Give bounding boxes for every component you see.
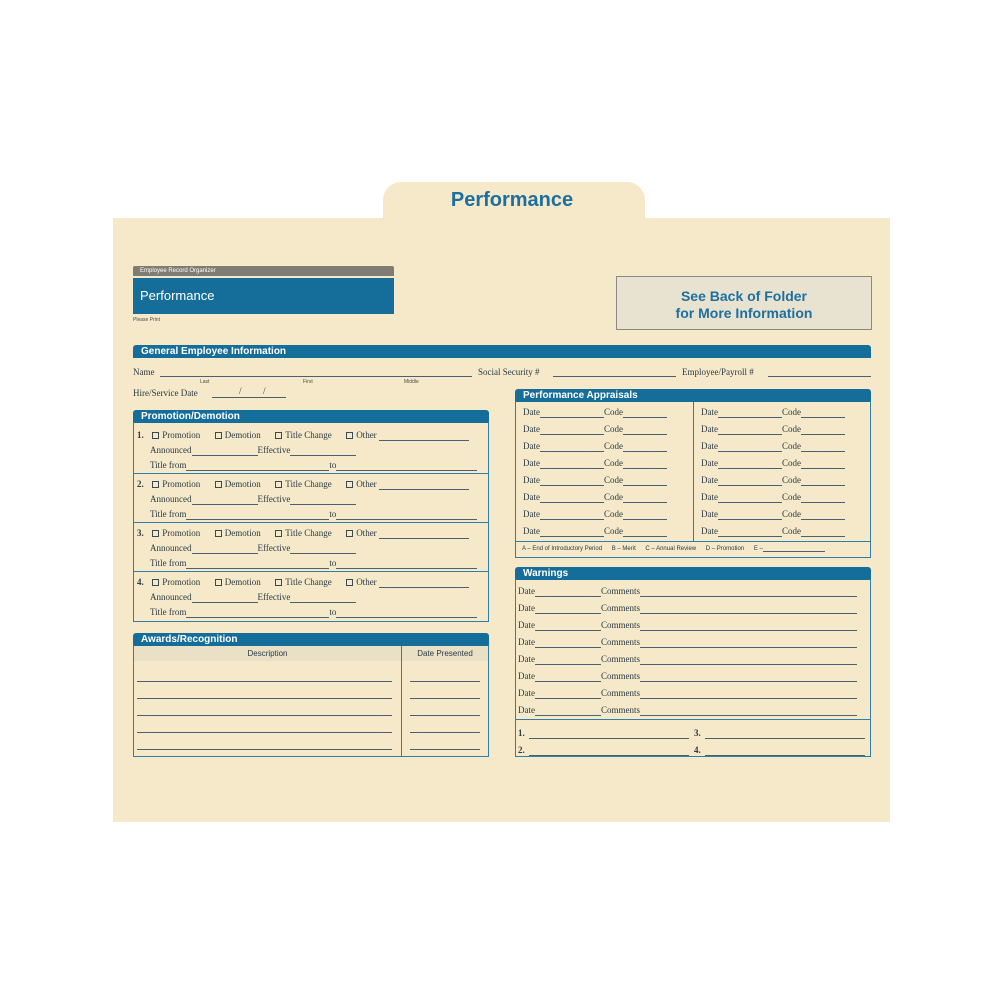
promotion-checkbox[interactable]: Promotion bbox=[152, 430, 200, 440]
appraisal-legend bbox=[522, 546, 825, 552]
effective-date-field[interactable] bbox=[290, 594, 356, 603]
appraisal-date-field[interactable] bbox=[540, 443, 604, 452]
appraisal-date-field[interactable] bbox=[540, 528, 604, 537]
appraisal-code-field[interactable] bbox=[801, 443, 845, 452]
employee-payroll-field[interactable] bbox=[768, 376, 871, 377]
appraisal-row-right bbox=[701, 509, 845, 520]
appraisal-date-field[interactable] bbox=[540, 460, 604, 469]
announced-row bbox=[150, 592, 356, 603]
warning-date-field[interactable] bbox=[535, 690, 601, 699]
effective-date-field[interactable] bbox=[290, 496, 356, 505]
appraisal-code-field[interactable] bbox=[801, 528, 845, 537]
appraisal-date-label: Date bbox=[523, 407, 540, 417]
award-description-line[interactable] bbox=[137, 698, 392, 699]
title-to-label: to bbox=[329, 607, 337, 617]
other-field[interactable] bbox=[379, 432, 469, 441]
appraisals-legend-divider bbox=[516, 541, 870, 542]
demotion-checkbox[interactable]: Demotion bbox=[215, 430, 261, 440]
appraisal-code-field[interactable] bbox=[801, 494, 845, 503]
general-info-header: General Employee Information bbox=[133, 345, 871, 358]
appraisal-row-right bbox=[701, 424, 845, 435]
award-date-line[interactable] bbox=[410, 715, 480, 716]
legend-e-field[interactable] bbox=[763, 546, 825, 552]
title-change-checkbox[interactable]: Title Change bbox=[275, 430, 331, 440]
demotion-checkbox[interactable]: Demotion bbox=[215, 528, 261, 538]
promotion-row-number: 3. bbox=[137, 528, 144, 538]
appraisal-code-field[interactable] bbox=[623, 409, 667, 418]
warning-comments-label: Comments bbox=[601, 654, 641, 664]
warning-comments-field[interactable] bbox=[640, 707, 857, 716]
appraisal-date-field[interactable] bbox=[718, 409, 782, 418]
warning-comments-label: Comments bbox=[601, 637, 641, 647]
warning-date-field[interactable] bbox=[535, 656, 601, 665]
appraisal-code-field[interactable] bbox=[623, 443, 667, 452]
warning-row bbox=[518, 705, 857, 716]
appraisal-code-label: Code bbox=[782, 475, 801, 485]
warning-date-field[interactable] bbox=[535, 707, 601, 716]
award-date-line[interactable] bbox=[410, 749, 480, 750]
title-from-row bbox=[150, 607, 477, 618]
hire-date-slash-2: / bbox=[263, 386, 266, 396]
appraisal-date-label: Date bbox=[523, 526, 540, 536]
announced-row bbox=[150, 445, 356, 456]
appraisal-row-right bbox=[701, 526, 845, 537]
award-description-line[interactable] bbox=[137, 681, 392, 682]
appraisal-row-left bbox=[523, 509, 667, 520]
appraisal-row-right bbox=[701, 475, 845, 486]
appraisal-code-label: Code bbox=[604, 441, 623, 451]
name-sub-middle: Middle bbox=[404, 379, 419, 385]
announced-row bbox=[150, 543, 356, 554]
promotion-checkbox[interactable]: Promotion bbox=[152, 577, 200, 587]
award-description-line[interactable] bbox=[137, 715, 392, 716]
title-from-row bbox=[150, 509, 477, 520]
appraisal-row-right bbox=[701, 492, 845, 503]
hire-date-label: Hire/Service Date bbox=[133, 388, 198, 398]
warning-note-field[interactable] bbox=[705, 747, 865, 756]
warning-note-field[interactable] bbox=[529, 730, 689, 739]
appraisal-date-field[interactable] bbox=[540, 511, 604, 520]
warning-row bbox=[518, 671, 857, 682]
warning-row bbox=[518, 620, 857, 631]
warning-date-field[interactable] bbox=[535, 622, 601, 631]
warning-comments-field[interactable] bbox=[640, 673, 857, 682]
appraisal-date-label: Date bbox=[701, 526, 718, 536]
appraisal-code-field[interactable] bbox=[623, 511, 667, 520]
announced-date-field[interactable] bbox=[192, 447, 258, 456]
title-from-row bbox=[150, 460, 477, 471]
appraisal-date-field[interactable] bbox=[718, 443, 782, 452]
effective-label: Effective bbox=[257, 445, 291, 455]
appraisal-row-right bbox=[701, 441, 845, 452]
announced-label: Announced bbox=[150, 543, 192, 553]
warning-note-row bbox=[694, 745, 865, 756]
title-to-field[interactable] bbox=[336, 462, 477, 471]
announced-label: Announced bbox=[150, 592, 192, 602]
title-to-field[interactable] bbox=[336, 609, 477, 618]
awards-header: Awards/Recognition bbox=[133, 633, 489, 646]
warning-date-label: Date bbox=[518, 705, 535, 715]
appraisal-row-right bbox=[701, 458, 845, 469]
warning-date-field[interactable] bbox=[535, 605, 601, 614]
title-to-label: to bbox=[329, 460, 337, 470]
promotion-row-number: 2. bbox=[137, 479, 144, 489]
warning-note-row bbox=[518, 728, 689, 739]
other-field[interactable] bbox=[379, 530, 469, 539]
appraisal-code-field[interactable] bbox=[623, 477, 667, 486]
appraisal-code-field[interactable] bbox=[801, 460, 845, 469]
effective-date-field[interactable] bbox=[290, 447, 356, 456]
award-date-line[interactable] bbox=[410, 681, 480, 682]
title-to-field[interactable] bbox=[336, 511, 477, 520]
award-description-line[interactable] bbox=[137, 732, 392, 733]
appraisal-code-field[interactable] bbox=[623, 494, 667, 503]
warning-comments-field[interactable] bbox=[640, 622, 857, 631]
warnings-divider bbox=[516, 719, 870, 720]
appraisal-row-left bbox=[523, 475, 667, 486]
effective-label: Effective bbox=[257, 543, 291, 553]
name-sub-last: Last bbox=[200, 379, 210, 385]
appraisal-code-field[interactable] bbox=[801, 511, 845, 520]
warning-date-label: Date bbox=[518, 586, 535, 596]
warning-row bbox=[518, 586, 857, 597]
warning-row bbox=[518, 637, 857, 648]
title-change-checkbox[interactable]: Title Change bbox=[275, 528, 331, 538]
appraisal-code-label: Code bbox=[604, 458, 623, 468]
appraisal-date-label: Date bbox=[701, 458, 718, 468]
announced-date-field[interactable] bbox=[192, 496, 258, 505]
appraisal-date-field[interactable] bbox=[718, 494, 782, 503]
appraisal-code-label: Code bbox=[782, 407, 801, 417]
warning-note-field[interactable] bbox=[529, 747, 689, 756]
appraisal-date-label: Date bbox=[701, 424, 718, 434]
announced-date-field[interactable] bbox=[192, 545, 258, 554]
note-line-1: See Back of Folder bbox=[680, 288, 808, 304]
name-field[interactable] bbox=[160, 376, 472, 377]
appraisal-date-label: Date bbox=[701, 509, 718, 519]
note-line-2: for More Information bbox=[675, 305, 813, 321]
warning-note-row bbox=[518, 745, 689, 756]
appraisal-code-label: Code bbox=[782, 441, 801, 451]
name-label: Name bbox=[133, 367, 155, 377]
appraisals-divider bbox=[693, 402, 694, 542]
title-from-field[interactable] bbox=[186, 511, 329, 520]
title-from-field[interactable] bbox=[186, 462, 329, 471]
name-sub-first: First bbox=[303, 379, 313, 385]
announced-label: Announced bbox=[150, 494, 192, 504]
appraisal-date-label: Date bbox=[523, 509, 540, 519]
legend-c: C – Annual Review bbox=[645, 546, 697, 552]
hire-date-slash-1: / bbox=[239, 386, 242, 396]
ssn-field[interactable] bbox=[553, 376, 676, 377]
warning-comments-field[interactable] bbox=[640, 605, 857, 614]
appraisal-code-label: Code bbox=[604, 424, 623, 434]
title-to-label: to bbox=[329, 509, 337, 519]
please-print: Please Print bbox=[133, 317, 160, 323]
appraisal-code-field[interactable] bbox=[801, 477, 845, 486]
warning-date-field[interactable] bbox=[535, 588, 601, 597]
announced-label: Announced bbox=[150, 445, 192, 455]
legend-b: B – Merit bbox=[611, 546, 636, 552]
title-from-label: Title from bbox=[150, 558, 187, 568]
title-from-label: Title from bbox=[150, 607, 187, 617]
warning-date-label: Date bbox=[518, 671, 535, 681]
appraisal-row-left bbox=[523, 526, 667, 537]
effective-label: Effective bbox=[257, 494, 291, 504]
promotion-checkbox[interactable]: Promotion bbox=[152, 479, 200, 489]
title-from-label: Title from bbox=[150, 509, 187, 519]
appraisal-row-left bbox=[523, 492, 667, 503]
appraisal-code-label: Code bbox=[782, 458, 801, 468]
appraisal-date-label: Date bbox=[523, 458, 540, 468]
warning-comments-field[interactable] bbox=[640, 639, 857, 648]
demotion-checkbox[interactable]: Demotion bbox=[215, 577, 261, 587]
appraisal-code-label: Code bbox=[604, 407, 623, 417]
appraisal-date-label: Date bbox=[701, 492, 718, 502]
promotion-row-divider bbox=[134, 571, 488, 572]
other-field[interactable] bbox=[379, 481, 469, 490]
other-checkbox[interactable]: Other bbox=[346, 479, 377, 489]
effective-label: Effective bbox=[257, 592, 291, 602]
appraisal-code-label: Code bbox=[782, 424, 801, 434]
other-field[interactable] bbox=[379, 579, 469, 588]
appraisal-date-label: Date bbox=[523, 441, 540, 451]
title-to-label: to bbox=[329, 558, 337, 568]
appraisal-date-label: Date bbox=[701, 475, 718, 485]
warning-date-label: Date bbox=[518, 637, 535, 647]
awards-box bbox=[133, 645, 489, 757]
appraisal-date-field[interactable] bbox=[718, 511, 782, 520]
appraisal-code-label: Code bbox=[782, 509, 801, 519]
warning-comments-field[interactable] bbox=[640, 690, 857, 699]
awards-date-header: Date Presented bbox=[417, 649, 473, 658]
appraisal-date-field[interactable] bbox=[718, 460, 782, 469]
warning-date-label: Date bbox=[518, 603, 535, 613]
title-change-checkbox[interactable]: Title Change bbox=[275, 577, 331, 587]
warning-row bbox=[518, 688, 857, 699]
promotion-row bbox=[137, 479, 469, 490]
tab-title: Performance bbox=[450, 189, 574, 211]
promotion-row-divider bbox=[134, 522, 488, 523]
title-from-field[interactable] bbox=[186, 560, 329, 569]
appraisal-row-left bbox=[523, 407, 667, 418]
title-from-field[interactable] bbox=[186, 609, 329, 618]
title-from-label: Title from bbox=[150, 460, 187, 470]
promotion-row bbox=[137, 577, 469, 588]
hire-date-field[interactable] bbox=[212, 397, 286, 398]
announced-date-field[interactable] bbox=[192, 594, 258, 603]
promotion-row bbox=[137, 430, 469, 441]
warning-note-number: 4. bbox=[694, 745, 701, 755]
legend-e: E – bbox=[753, 546, 763, 552]
warning-date-field[interactable] bbox=[535, 639, 601, 648]
warning-note-number: 2. bbox=[518, 745, 525, 755]
warning-row bbox=[518, 654, 857, 665]
appraisal-code-field[interactable] bbox=[623, 426, 667, 435]
title-to-field[interactable] bbox=[336, 560, 477, 569]
warning-date-label: Date bbox=[518, 620, 535, 630]
promotion-row-number: 4. bbox=[137, 577, 144, 587]
appraisal-date-label: Date bbox=[523, 424, 540, 434]
warning-note-field[interactable] bbox=[705, 730, 865, 739]
appraisal-date-field[interactable] bbox=[540, 409, 604, 418]
warning-comments-field[interactable] bbox=[640, 656, 857, 665]
appraisals-header: Performance Appraisals bbox=[515, 389, 871, 402]
other-checkbox[interactable]: Other bbox=[346, 430, 377, 440]
promotion-header: Promotion/Demotion bbox=[133, 410, 489, 423]
warning-comments-label: Comments bbox=[601, 586, 641, 596]
appraisal-code-label: Code bbox=[782, 526, 801, 536]
warning-date-field[interactable] bbox=[535, 673, 601, 682]
warning-comments-label: Comments bbox=[601, 603, 641, 613]
appraisal-date-label: Date bbox=[701, 407, 718, 417]
warning-comments-label: Comments bbox=[601, 688, 641, 698]
organizer-label: Employee Record Organizer bbox=[133, 266, 394, 276]
legend-a: A – End of Introductory Period bbox=[522, 546, 603, 552]
appraisal-code-label: Code bbox=[604, 475, 623, 485]
appraisal-date-label: Date bbox=[701, 441, 718, 451]
legend-d: D – Promotion bbox=[705, 546, 745, 552]
award-description-line[interactable] bbox=[137, 749, 392, 750]
appraisal-code-label: Code bbox=[782, 492, 801, 502]
warning-comments-label: Comments bbox=[601, 705, 641, 715]
warning-comments-field[interactable] bbox=[640, 588, 857, 597]
warnings-header: Warnings bbox=[515, 567, 871, 580]
award-date-line[interactable] bbox=[410, 698, 480, 699]
demotion-checkbox[interactable]: Demotion bbox=[215, 479, 261, 489]
warning-note-number: 1. bbox=[518, 728, 525, 738]
warning-date-label: Date bbox=[518, 654, 535, 664]
appraisal-row-left bbox=[523, 441, 667, 452]
appraisal-code-label: Code bbox=[604, 509, 623, 519]
appraisal-code-label: Code bbox=[604, 526, 623, 536]
appraisal-date-field[interactable] bbox=[718, 477, 782, 486]
warning-note-number: 3. bbox=[694, 728, 701, 738]
appraisal-code-field[interactable] bbox=[801, 409, 845, 418]
appraisal-row-left bbox=[523, 424, 667, 435]
appraisal-date-label: Date bbox=[523, 475, 540, 485]
appraisal-date-label: Date bbox=[523, 492, 540, 502]
awards-divider bbox=[401, 646, 402, 756]
awards-description-header: Description bbox=[247, 649, 288, 658]
warning-comments-label: Comments bbox=[601, 671, 641, 681]
announced-row bbox=[150, 494, 356, 505]
appraisal-date-field[interactable] bbox=[540, 477, 604, 486]
employee-payroll-label: Employee/Payroll # bbox=[682, 367, 754, 377]
title-from-row bbox=[150, 558, 477, 569]
warning-comments-label: Comments bbox=[601, 620, 641, 630]
warning-date-label: Date bbox=[518, 688, 535, 698]
ssn-label: Social Security # bbox=[478, 367, 540, 377]
appraisal-code-field[interactable] bbox=[801, 426, 845, 435]
other-checkbox[interactable]: Other bbox=[346, 528, 377, 538]
effective-date-field[interactable] bbox=[290, 545, 356, 554]
warning-row bbox=[518, 603, 857, 614]
other-checkbox[interactable]: Other bbox=[346, 577, 377, 587]
award-date-line[interactable] bbox=[410, 732, 480, 733]
appraisal-date-field[interactable] bbox=[540, 426, 604, 435]
form-title: Performance bbox=[133, 278, 394, 314]
appraisal-date-field[interactable] bbox=[718, 426, 782, 435]
promotion-row bbox=[137, 528, 469, 539]
promotion-checkbox[interactable]: Promotion bbox=[152, 528, 200, 538]
promotion-row-divider bbox=[134, 473, 488, 474]
warning-note-row bbox=[694, 728, 865, 739]
appraisal-code-field[interactable] bbox=[623, 528, 667, 537]
title-change-checkbox[interactable]: Title Change bbox=[275, 479, 331, 489]
appraisal-row-right bbox=[701, 407, 845, 418]
appraisal-date-field[interactable] bbox=[718, 528, 782, 537]
promotion-row-number: 1. bbox=[137, 430, 144, 440]
appraisal-date-field[interactable] bbox=[540, 494, 604, 503]
appraisal-code-field[interactable] bbox=[623, 460, 667, 469]
appraisal-row-left bbox=[523, 458, 667, 469]
appraisal-code-label: Code bbox=[604, 492, 623, 502]
see-back-note bbox=[616, 276, 872, 330]
